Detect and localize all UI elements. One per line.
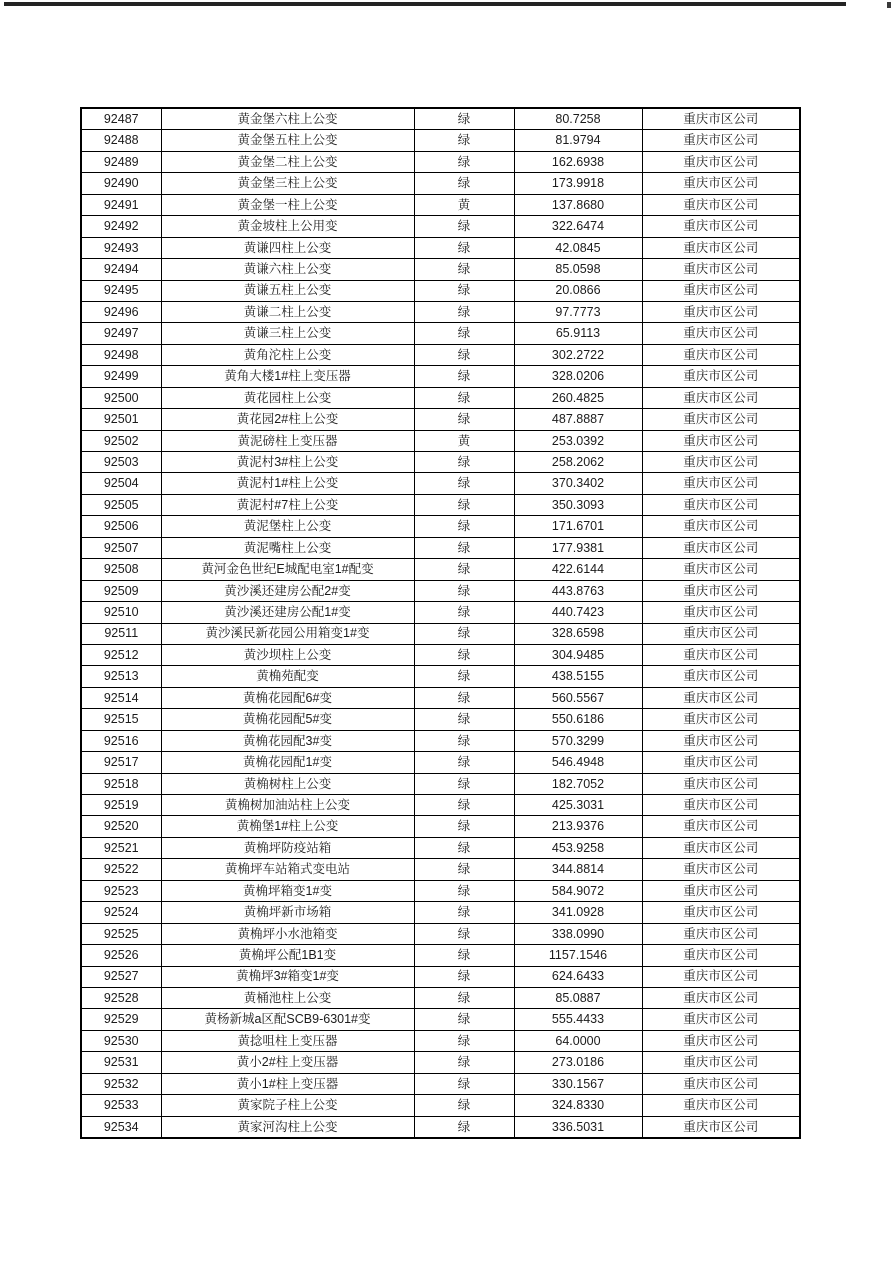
table-row [81, 687, 800, 708]
cell-id: 92528 [81, 987, 161, 1008]
cell-company: 重庆市区公司 [642, 795, 800, 816]
cell-id: 92532 [81, 1073, 161, 1094]
cell-id: 92497 [81, 323, 161, 344]
cell-status: 绿 [414, 623, 514, 644]
cell-company: 重庆市区公司 [642, 837, 800, 858]
table-row [81, 1116, 800, 1138]
cell-value: 171.6701 [514, 516, 642, 537]
cell-name: 黄谦三柱上公变 [161, 323, 414, 344]
cell-value: 438.5155 [514, 666, 642, 687]
cell-company: 重庆市区公司 [642, 1095, 800, 1116]
cell-id: 92513 [81, 666, 161, 687]
table-row [81, 108, 800, 130]
cell-status: 绿 [414, 880, 514, 901]
cell-company: 重庆市区公司 [642, 902, 800, 923]
cell-value: 1157.1546 [514, 945, 642, 966]
cell-status: 绿 [414, 602, 514, 623]
table-row [81, 623, 800, 644]
cell-id: 92493 [81, 237, 161, 258]
cell-status: 绿 [414, 452, 514, 473]
cell-name: 黄小2#柱上变压器 [161, 1052, 414, 1073]
table-row [81, 301, 800, 322]
cell-id: 92507 [81, 537, 161, 558]
cell-status: 绿 [414, 752, 514, 773]
cell-status: 绿 [414, 773, 514, 794]
cell-name: 黄金堡五柱上公变 [161, 130, 414, 151]
cell-company: 重庆市区公司 [642, 880, 800, 901]
table-row [81, 323, 800, 344]
table-row [81, 1052, 800, 1073]
cell-company: 重庆市区公司 [642, 580, 800, 601]
cell-value: 80.7258 [514, 108, 642, 130]
cell-id: 92495 [81, 280, 161, 301]
cell-name: 黄桷树加油站柱上公变 [161, 795, 414, 816]
cell-name: 黄泥村1#柱上公变 [161, 473, 414, 494]
cell-name: 黄桷坪防疫站箱 [161, 837, 414, 858]
cell-value: 453.9258 [514, 837, 642, 858]
cell-company: 重庆市区公司 [642, 816, 800, 837]
cell-value: 324.8330 [514, 1095, 642, 1116]
cell-id: 92533 [81, 1095, 161, 1116]
cell-id: 92489 [81, 151, 161, 172]
scan-artifact-top-bar [4, 2, 846, 6]
cell-status: 绿 [414, 923, 514, 944]
cell-company: 重庆市区公司 [642, 130, 800, 151]
cell-id: 92488 [81, 130, 161, 151]
cell-name: 黄捻咀柱上变压器 [161, 1030, 414, 1051]
cell-company: 重庆市区公司 [642, 1116, 800, 1138]
cell-status: 绿 [414, 537, 514, 558]
cell-value: 422.6144 [514, 559, 642, 580]
cell-status: 绿 [414, 859, 514, 880]
table-row [81, 902, 800, 923]
table-row [81, 409, 800, 430]
cell-name: 黄金堡三柱上公变 [161, 173, 414, 194]
cell-name: 黄泥村#7柱上公变 [161, 494, 414, 515]
table-row [81, 237, 800, 258]
cell-company: 重庆市区公司 [642, 966, 800, 987]
cell-value: 550.6186 [514, 709, 642, 730]
cell-name: 黄金堡一柱上公变 [161, 194, 414, 215]
cell-status: 绿 [414, 173, 514, 194]
cell-status: 绿 [414, 151, 514, 172]
cell-company: 重庆市区公司 [642, 559, 800, 580]
cell-value: 624.6433 [514, 966, 642, 987]
table-row [81, 923, 800, 944]
cell-company: 重庆市区公司 [642, 709, 800, 730]
table-row [81, 1030, 800, 1051]
table-row [81, 859, 800, 880]
cell-name: 黄角大楼1#柱上变压器 [161, 366, 414, 387]
cell-company: 重庆市区公司 [642, 323, 800, 344]
cell-name: 黄金坡柱上公用变 [161, 216, 414, 237]
cell-company: 重庆市区公司 [642, 409, 800, 430]
cell-company: 重庆市区公司 [642, 151, 800, 172]
table-row [81, 537, 800, 558]
table-row [81, 880, 800, 901]
cell-name: 黄桷花园配5#变 [161, 709, 414, 730]
cell-name: 黄桷坪箱变1#变 [161, 880, 414, 901]
cell-company: 重庆市区公司 [642, 516, 800, 537]
cell-name: 黄谦四柱上公变 [161, 237, 414, 258]
equipment-table [80, 107, 801, 1139]
cell-value: 546.4948 [514, 752, 642, 773]
cell-name: 黄谦二柱上公变 [161, 301, 414, 322]
cell-status: 绿 [414, 1116, 514, 1138]
cell-company: 重庆市区公司 [642, 730, 800, 751]
cell-status: 绿 [414, 344, 514, 365]
cell-name: 黄杨新城a区配SCB9-6301#变 [161, 1009, 414, 1030]
cell-value: 328.6598 [514, 623, 642, 644]
cell-name: 黄花园2#柱上公变 [161, 409, 414, 430]
table-row [81, 173, 800, 194]
cell-status: 绿 [414, 644, 514, 665]
table-row [81, 730, 800, 751]
cell-id: 92503 [81, 452, 161, 473]
cell-name: 黄金堡六柱上公变 [161, 108, 414, 130]
cell-name: 黄桷坪小水池箱变 [161, 923, 414, 944]
cell-company: 重庆市区公司 [642, 687, 800, 708]
cell-company: 重庆市区公司 [642, 1052, 800, 1073]
cell-company: 重庆市区公司 [642, 537, 800, 558]
cell-company: 重庆市区公司 [642, 1073, 800, 1094]
cell-id: 92526 [81, 945, 161, 966]
cell-name: 黄桷树柱上公变 [161, 773, 414, 794]
cell-name: 黄泥堡柱上公变 [161, 516, 414, 537]
cell-name: 黄谦五柱上公变 [161, 280, 414, 301]
cell-company: 重庆市区公司 [642, 602, 800, 623]
cell-value: 555.4433 [514, 1009, 642, 1030]
cell-value: 97.7773 [514, 301, 642, 322]
table-row [81, 709, 800, 730]
cell-id: 92487 [81, 108, 161, 130]
table-row [81, 494, 800, 515]
cell-name: 黄桷花园配1#变 [161, 752, 414, 773]
cell-value: 425.3031 [514, 795, 642, 816]
cell-value: 258.2062 [514, 452, 642, 473]
cell-value: 487.8887 [514, 409, 642, 430]
cell-status: 绿 [414, 516, 514, 537]
table-row [81, 366, 800, 387]
cell-status: 绿 [414, 237, 514, 258]
cell-value: 182.7052 [514, 773, 642, 794]
cell-name: 黄角沱柱上公变 [161, 344, 414, 365]
cell-value: 328.0206 [514, 366, 642, 387]
cell-name: 黄桷坪公配1B1变 [161, 945, 414, 966]
cell-name: 黄家院子柱上公变 [161, 1095, 414, 1116]
cell-value: 336.5031 [514, 1116, 642, 1138]
cell-value: 85.0598 [514, 259, 642, 280]
cell-value: 344.8814 [514, 859, 642, 880]
cell-company: 重庆市区公司 [642, 945, 800, 966]
cell-company: 重庆市区公司 [642, 1030, 800, 1051]
cell-value: 42.0845 [514, 237, 642, 258]
table-row [81, 837, 800, 858]
cell-status: 绿 [414, 902, 514, 923]
cell-status: 绿 [414, 1073, 514, 1094]
table-row [81, 1009, 800, 1030]
cell-id: 92512 [81, 644, 161, 665]
cell-value: 85.0887 [514, 987, 642, 1008]
table-row [81, 1095, 800, 1116]
cell-company: 重庆市区公司 [642, 173, 800, 194]
cell-name: 黄桷坪新市场箱 [161, 902, 414, 923]
cell-id: 92520 [81, 816, 161, 837]
cell-company: 重庆市区公司 [642, 773, 800, 794]
cell-value: 260.4825 [514, 387, 642, 408]
cell-status: 绿 [414, 580, 514, 601]
cell-status: 黄 [414, 194, 514, 215]
table-row [81, 151, 800, 172]
table-row [81, 430, 800, 451]
cell-value: 304.9485 [514, 644, 642, 665]
cell-value: 584.9072 [514, 880, 642, 901]
cell-id: 92511 [81, 623, 161, 644]
cell-status: 绿 [414, 1052, 514, 1073]
cell-company: 重庆市区公司 [642, 430, 800, 451]
cell-id: 92502 [81, 430, 161, 451]
cell-id: 92501 [81, 409, 161, 430]
table-row [81, 130, 800, 151]
table-row [81, 516, 800, 537]
cell-value: 440.7423 [514, 602, 642, 623]
table-row [81, 259, 800, 280]
cell-id: 92515 [81, 709, 161, 730]
cell-name: 黄桷堡1#柱上公变 [161, 816, 414, 837]
cell-company: 重庆市区公司 [642, 923, 800, 944]
cell-id: 92499 [81, 366, 161, 387]
cell-name: 黄家河沟柱上公变 [161, 1116, 414, 1138]
cell-value: 253.0392 [514, 430, 642, 451]
cell-id: 92514 [81, 687, 161, 708]
cell-name: 黄河金色世纪E城配电室1#配变 [161, 559, 414, 580]
cell-company: 重庆市区公司 [642, 473, 800, 494]
scan-artifact-corner-dot [887, 2, 891, 8]
cell-status: 绿 [414, 1095, 514, 1116]
cell-company: 重庆市区公司 [642, 280, 800, 301]
cell-status: 绿 [414, 494, 514, 515]
cell-name: 黄桷苑配变 [161, 666, 414, 687]
cell-company: 重庆市区公司 [642, 108, 800, 130]
cell-value: 65.9113 [514, 323, 642, 344]
cell-name: 黄桶池柱上公变 [161, 987, 414, 1008]
cell-name: 黄泥嘴柱上公变 [161, 537, 414, 558]
cell-value: 302.2722 [514, 344, 642, 365]
table-row [81, 644, 800, 665]
cell-value: 330.1567 [514, 1073, 642, 1094]
cell-id: 92516 [81, 730, 161, 751]
cell-id: 92534 [81, 1116, 161, 1138]
cell-status: 绿 [414, 387, 514, 408]
table-row [81, 387, 800, 408]
cell-name: 黄小1#柱上变压器 [161, 1073, 414, 1094]
table-row [81, 1073, 800, 1094]
table-row [81, 452, 800, 473]
cell-value: 443.8763 [514, 580, 642, 601]
cell-status: 绿 [414, 987, 514, 1008]
table-row [81, 795, 800, 816]
cell-id: 92506 [81, 516, 161, 537]
cell-name: 黄沙溪民新花园公用箱变1#变 [161, 623, 414, 644]
cell-value: 20.0866 [514, 280, 642, 301]
table-row [81, 966, 800, 987]
cell-status: 绿 [414, 945, 514, 966]
table-row [81, 987, 800, 1008]
cell-value: 162.6938 [514, 151, 642, 172]
table-row [81, 945, 800, 966]
cell-status: 绿 [414, 130, 514, 151]
cell-value: 81.9794 [514, 130, 642, 151]
cell-value: 322.6474 [514, 216, 642, 237]
cell-name: 黄桷花园配3#变 [161, 730, 414, 751]
cell-name: 黄泥磅柱上变压器 [161, 430, 414, 451]
cell-id: 92529 [81, 1009, 161, 1030]
cell-id: 92500 [81, 387, 161, 408]
cell-value: 570.3299 [514, 730, 642, 751]
cell-company: 重庆市区公司 [642, 987, 800, 1008]
cell-id: 92523 [81, 880, 161, 901]
table-row [81, 602, 800, 623]
cell-name: 黄沙坝柱上公变 [161, 644, 414, 665]
cell-name: 黄桷坪车站箱式变电站 [161, 859, 414, 880]
cell-id: 92510 [81, 602, 161, 623]
cell-value: 173.9918 [514, 173, 642, 194]
cell-status: 绿 [414, 366, 514, 387]
cell-status: 绿 [414, 709, 514, 730]
cell-name: 黄花园柱上公变 [161, 387, 414, 408]
table-row [81, 773, 800, 794]
cell-status: 绿 [414, 1009, 514, 1030]
table-body [81, 108, 800, 1138]
table-row [81, 559, 800, 580]
table-row [81, 194, 800, 215]
table-row [81, 280, 800, 301]
cell-name: 黄沙溪还建房公配1#变 [161, 602, 414, 623]
table-row [81, 752, 800, 773]
table-row [81, 580, 800, 601]
cell-id: 92527 [81, 966, 161, 987]
cell-status: 绿 [414, 837, 514, 858]
cell-company: 重庆市区公司 [642, 216, 800, 237]
cell-id: 92509 [81, 580, 161, 601]
cell-company: 重庆市区公司 [642, 259, 800, 280]
cell-status: 绿 [414, 795, 514, 816]
cell-company: 重庆市区公司 [642, 644, 800, 665]
cell-id: 92498 [81, 344, 161, 365]
cell-id: 92504 [81, 473, 161, 494]
cell-id: 92490 [81, 173, 161, 194]
cell-company: 重庆市区公司 [642, 623, 800, 644]
cell-id: 92521 [81, 837, 161, 858]
cell-status: 绿 [414, 1030, 514, 1051]
cell-company: 重庆市区公司 [642, 1009, 800, 1030]
cell-value: 137.8680 [514, 194, 642, 215]
cell-company: 重庆市区公司 [642, 666, 800, 687]
cell-company: 重庆市区公司 [642, 859, 800, 880]
cell-name: 黄桷坪3#箱变1#变 [161, 966, 414, 987]
cell-status: 绿 [414, 409, 514, 430]
table-row [81, 473, 800, 494]
cell-status: 绿 [414, 280, 514, 301]
cell-id: 92519 [81, 795, 161, 816]
cell-value: 338.0990 [514, 923, 642, 944]
cell-status: 绿 [414, 730, 514, 751]
cell-value: 350.3093 [514, 494, 642, 515]
cell-id: 92530 [81, 1030, 161, 1051]
cell-value: 64.0000 [514, 1030, 642, 1051]
cell-id: 92522 [81, 859, 161, 880]
cell-status: 绿 [414, 666, 514, 687]
cell-value: 560.5567 [514, 687, 642, 708]
cell-value: 370.3402 [514, 473, 642, 494]
cell-id: 92492 [81, 216, 161, 237]
cell-id: 92518 [81, 773, 161, 794]
cell-id: 92524 [81, 902, 161, 923]
cell-value: 273.0186 [514, 1052, 642, 1073]
cell-id: 92517 [81, 752, 161, 773]
cell-value: 341.0928 [514, 902, 642, 923]
cell-company: 重庆市区公司 [642, 344, 800, 365]
cell-company: 重庆市区公司 [642, 387, 800, 408]
cell-status: 绿 [414, 108, 514, 130]
cell-company: 重庆市区公司 [642, 194, 800, 215]
table-row [81, 216, 800, 237]
cell-name: 黄泥村3#柱上公变 [161, 452, 414, 473]
cell-id: 92494 [81, 259, 161, 280]
cell-status: 绿 [414, 966, 514, 987]
cell-status: 绿 [414, 559, 514, 580]
cell-id: 92505 [81, 494, 161, 515]
cell-company: 重庆市区公司 [642, 752, 800, 773]
cell-name: 黄沙溪还建房公配2#变 [161, 580, 414, 601]
cell-status: 绿 [414, 323, 514, 344]
cell-name: 黄桷花园配6#变 [161, 687, 414, 708]
cell-status: 绿 [414, 216, 514, 237]
cell-company: 重庆市区公司 [642, 452, 800, 473]
table-row [81, 816, 800, 837]
cell-id: 92525 [81, 923, 161, 944]
cell-company: 重庆市区公司 [642, 301, 800, 322]
cell-id: 92496 [81, 301, 161, 322]
cell-status: 绿 [414, 259, 514, 280]
cell-status: 绿 [414, 473, 514, 494]
cell-status: 绿 [414, 816, 514, 837]
cell-name: 黄金堡二柱上公变 [161, 151, 414, 172]
cell-id: 92531 [81, 1052, 161, 1073]
cell-id: 92491 [81, 194, 161, 215]
cell-status: 绿 [414, 301, 514, 322]
cell-company: 重庆市区公司 [642, 366, 800, 387]
cell-name: 黄谦六柱上公变 [161, 259, 414, 280]
table-row [81, 666, 800, 687]
cell-status: 绿 [414, 687, 514, 708]
cell-value: 213.9376 [514, 816, 642, 837]
cell-company: 重庆市区公司 [642, 237, 800, 258]
cell-value: 177.9381 [514, 537, 642, 558]
table-row [81, 344, 800, 365]
cell-status: 黄 [414, 430, 514, 451]
cell-company: 重庆市区公司 [642, 494, 800, 515]
equipment-table-container [80, 107, 801, 1139]
cell-id: 92508 [81, 559, 161, 580]
